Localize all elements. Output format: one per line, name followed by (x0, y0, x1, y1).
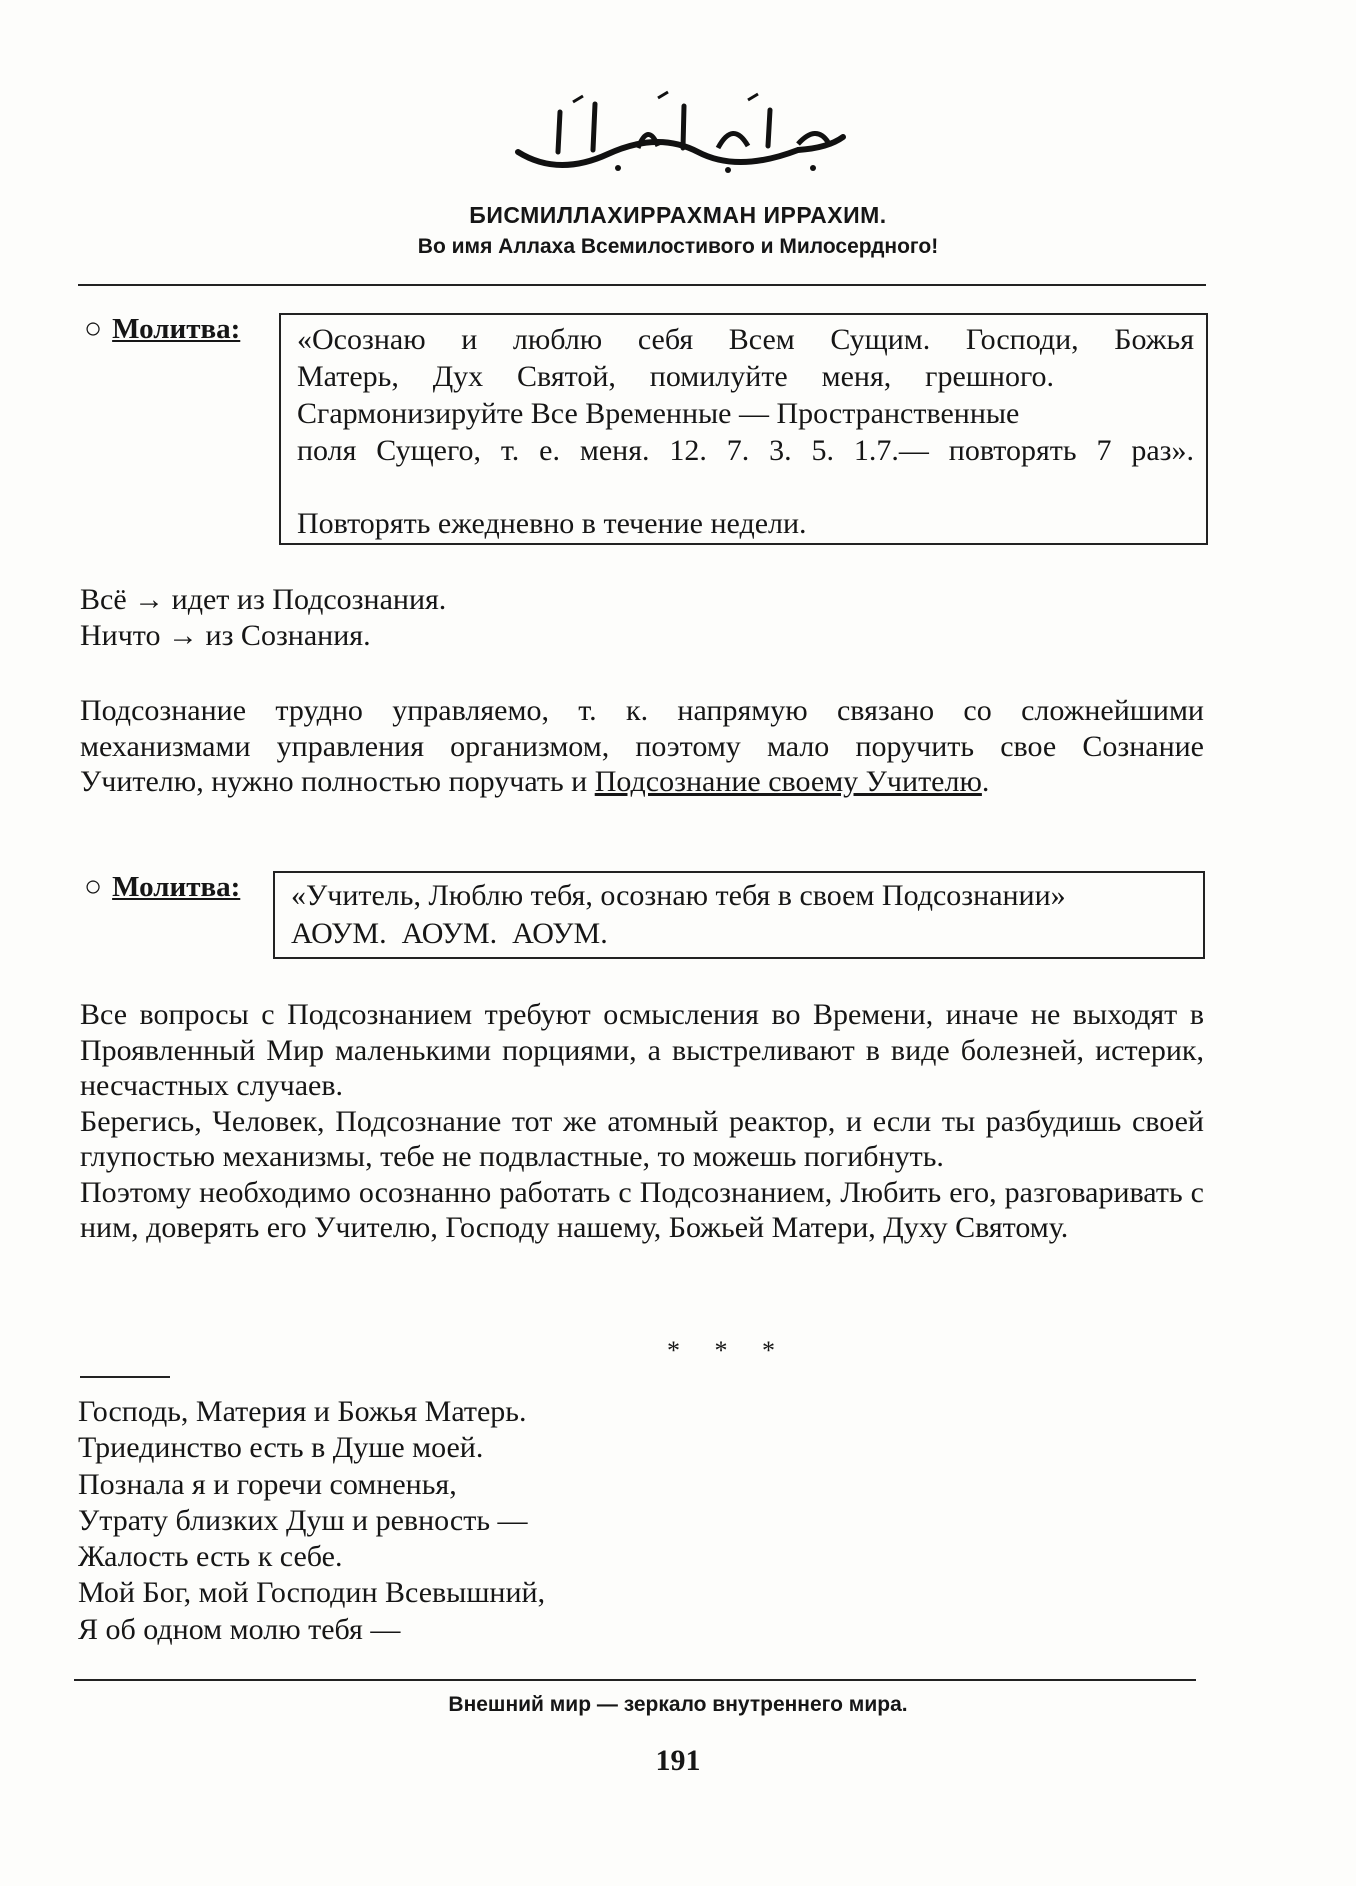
prayer-label-text: Молитва: (112, 313, 241, 345)
paragraph-subconscious (80, 693, 1204, 800)
section-separator: * * * (667, 1336, 789, 1365)
prayer-line: поля Сущего, т. е. меня. 12. 7. 3. 5. 1.7.— повторять 7 раз». (297, 434, 1194, 467)
prayer-label-text: Молитва: (112, 871, 241, 903)
prayer-line: «Учитель, Люблю тебя, осознаю тебя в своем Подсознании» (291, 879, 1066, 912)
poem-line: Познала я и горечи сомненья, (78, 1467, 457, 1501)
poem-line: Утрату близких Душ и ревность — (78, 1503, 528, 1537)
calligraphy-icon (498, 82, 858, 182)
paragraph-underlined: Подсознание своему Учителю (594, 765, 982, 798)
poem-line: Триединство есть в Душе моей. (78, 1431, 484, 1465)
paragraph-text-start: Подсознание трудно управляемо, т. к. напрямую связано со сложнейшими механизмами управления организмом, поэтому мало поручить свое Сознание Учителю, нужно полностью поручать и (80, 694, 1204, 798)
prayer-label-1 (84, 312, 240, 346)
footer-caption: Внешний мир — зеркало внутреннего мира. (448, 1693, 908, 1716)
bullet-icon: ○ (84, 312, 103, 345)
prayer-line: «Осознаю и люблю себя Всем Сущим. Господи, Божья (297, 323, 1194, 356)
paragraph-conclusion: Поэтому необходимо осознанно работать с Подсознанием, Любить его, разговаривать с ним, доверять его Учителю, Господу нашему, Божьей Матери, Духу Святому. (80, 1175, 1204, 1244)
prayer-line: АОУМ. АОУМ. АОУМ. (291, 917, 608, 950)
paragraph-warning: Берегись, Человек, Подсознание тот же атомный реактор, и если ты разбудишь своей глупостью механизмы, тебе не подвластные, то можешь погибнуть. (80, 1104, 1204, 1173)
prayer-box-1 (279, 313, 1208, 545)
arrow-lines (80, 582, 1204, 653)
prayer-note: Повторять ежедневно в течение недели. (297, 507, 807, 540)
prayer-line: Сгармонизируйте Все Временные — Пространственные (297, 397, 1020, 430)
poem-line: Жалость есть к себе. (78, 1540, 343, 1574)
header-subtitle: Во имя Аллаха Всемилостивого и Милосердного! (417, 235, 939, 258)
paragraph-time: Все вопросы с Подсознанием требуют осмысления во Времени, иначе не выходят в Проявленный Мир маленькими порциями, а выстреливают в виде болезней, истерик, несчастных случаев. (80, 998, 1204, 1102)
bullet-icon: ○ (84, 870, 103, 903)
page-number: 191 (655, 1744, 701, 1777)
poem-line: Я об одном молю тебя — (78, 1612, 401, 1646)
prayer-label-2 (84, 870, 240, 904)
paragraphs-block (80, 997, 1204, 1246)
poem-line: Господь, Материя и Божья Матерь. (78, 1395, 527, 1428)
footer-divider (74, 1679, 1196, 1681)
prayer-box-2 (273, 871, 1205, 959)
header-title: БИСМИЛЛАХИРРАХМАН ИРРАХИМ. (469, 202, 887, 228)
paragraph-text (80, 693, 1204, 800)
bismillah-calligraphy (0, 82, 1356, 182)
arrow-line-1: Всё → идет из Подсознания. (80, 583, 447, 616)
poem (78, 1394, 545, 1648)
poem-line: Мой Бог, мой Господин Всевышний, (78, 1576, 546, 1610)
prayer-line: Матерь, Дух Святой, помилуйте меня, грешного. (297, 360, 1054, 393)
arrow-line-2: Ничто → из Сознания. (80, 618, 371, 652)
header-divider (78, 284, 1206, 286)
paragraph-text-end: . (981, 765, 990, 798)
poem-divider (80, 1376, 170, 1378)
